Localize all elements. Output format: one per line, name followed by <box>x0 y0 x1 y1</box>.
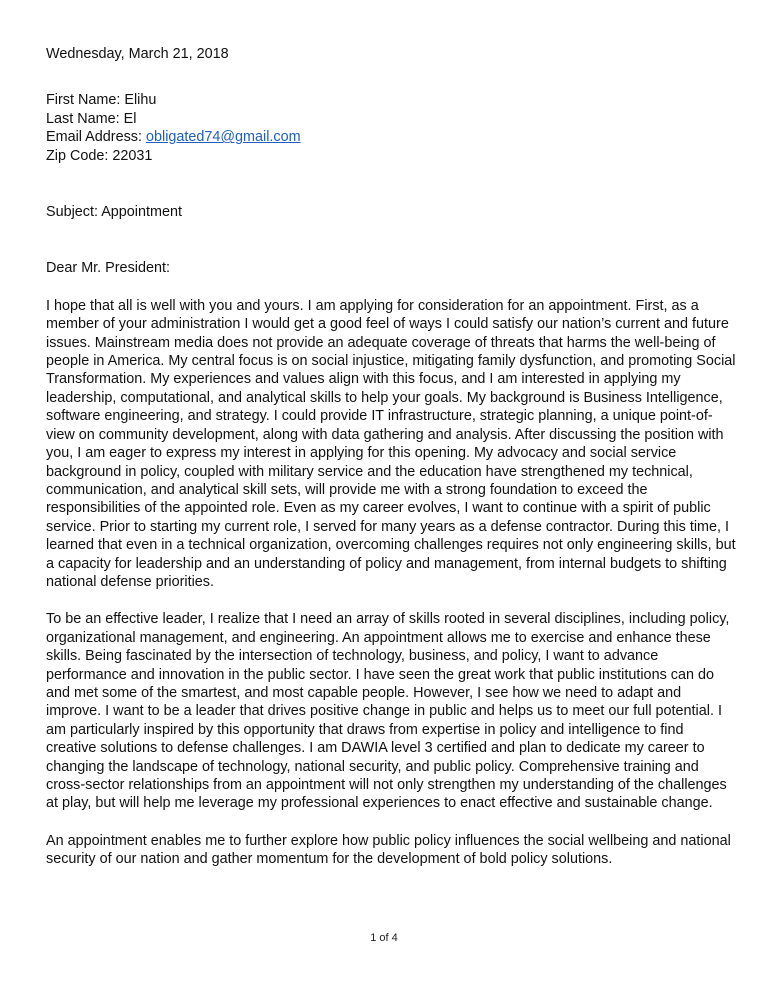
email-link[interactable]: obligated74@gmail.com <box>145 129 301 146</box>
letter-page <box>46 45 736 869</box>
zip-code-value: 22031 <box>112 147 153 164</box>
first-name-line <box>46 91 736 109</box>
email-label: Email Address: <box>46 129 146 146</box>
salutation: Dear Mr. President: <box>46 260 170 277</box>
zip-code-label: Zip Code: <box>46 147 113 164</box>
zip-code-line <box>46 147 736 165</box>
contact-block <box>46 91 736 165</box>
last-name-label: Last Name: <box>46 110 124 127</box>
page-number: 1 of 4 <box>370 932 398 944</box>
first-name-value: Elihu <box>124 92 157 109</box>
email-line <box>46 128 736 146</box>
body-paragraph-1: I hope that all is well with you and yours. I am applying for consideration for an appointment. First, as a member of your administration I would get a good feel of ways I could satisfy our nation’s current and future issues. Mainstream media does not provide an adequate coverage of threats that harms the well-being of people in America. My central focus is on social injustice, mitigating family dysfunction, and promoting Social Transformation. My experiences and values align with this focus, and I am interested in applying my leadership, computational, and analytical skills to help your goals. My background is Business Intelligence, software engineering, and strategy. I could provide IT infrastructure, strategic planning, a unique point-of-view on community development, along with data gathering and analysis. After discussing the position with you, I am eager to express my interest in applying for this opening. My advocacy and social service background in policy, coupled with military service and the education have strengthened my technical, communication, and analytical skill sets, will provide me with a strong foundation to exceed the responsibilities of the appointed role. Even as my career evolves, I want to continue with a spirit of public service. Prior to starting my current role, I served for many years as a defense contractor. During this time, I learned that even in a technical organization, overcoming challenges requires not only engineering skills, but a capacity for leadership and an understanding of policy and management, from internal budgets to shifting national defense priorities. <box>46 297 736 590</box>
first-name-label: First Name: <box>46 92 125 109</box>
last-name-line <box>46 110 736 128</box>
subject-line: Subject: Appointment <box>46 204 183 221</box>
last-name-value: El <box>123 110 137 127</box>
letter-date: Wednesday, March 21, 2018 <box>46 46 229 62</box>
body-paragraph-2: To be an effective leader, I realize that I need an array of skills rooted in several disciplines, including policy, organizational management, and engineering. An appointment allows me to exercise and enhance these skills. Being fascinated by the intersection of technology, business, and policy, I want to advance performance and innovation in the public sector. I have seen the great work that public institutions can do and met some of the smartest, and most capable people. However, I see how we need to adapt and improve. I want to be a leader that drives positive change in public and helps us to meet our full potential. I am particularly inspired by this opportunity that draws from expertise in policy and intelligence to find creative solutions to defense challenges. I am DAWIA level 3 certified and plan to dedicate my career to changing the landscape of technology, national security, and public policy. Comprehensive training and cross-sector relationships from an appointment will not only strengthen my understanding of the challenges at play, but will help me leverage my professional experiences to enact effective and sustainable change. <box>46 611 730 812</box>
body-paragraph-3: An appointment enables me to further explore how public policy influences the social wellbeing and national security of our nation and gather momentum for the development of bold policy solutions. <box>46 832 731 868</box>
